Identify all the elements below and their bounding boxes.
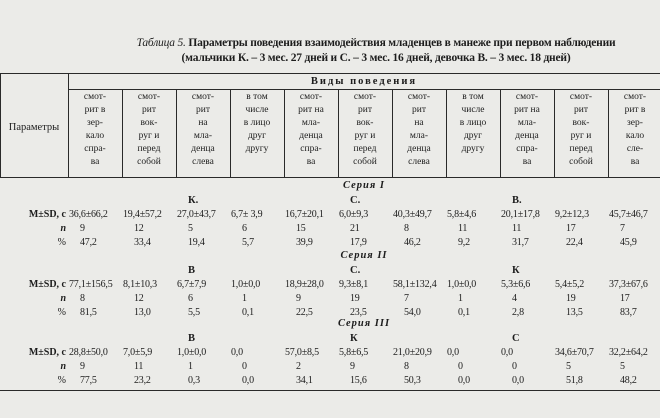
table-cell: 23,5	[350, 307, 367, 318]
column-header-line: зер-	[627, 118, 643, 128]
table-cell: 77,5	[80, 375, 97, 386]
table-cell: 0,0	[447, 347, 459, 358]
table-cell: 19,4±57,2	[123, 209, 162, 220]
table-cell: 2,8	[512, 307, 524, 318]
row-label: %	[57, 237, 66, 248]
table-top-rule	[0, 73, 660, 74]
column-header-line: рит	[412, 105, 426, 115]
column-header-line: мла-	[301, 118, 321, 128]
column-header	[392, 91, 446, 175]
table-cell: 4	[512, 293, 517, 304]
table-cell: 19	[350, 293, 360, 304]
table-cell: 5,3±6,6	[501, 279, 531, 290]
table-cell: 83,7	[620, 307, 637, 318]
subject-letter: В	[188, 333, 196, 344]
parameters-header: Параметры	[8, 122, 60, 133]
group-header-rule	[68, 89, 660, 90]
table-cell: 17	[566, 223, 576, 234]
column-header-line: смот-	[569, 92, 593, 102]
column-header-line: смот-	[299, 92, 323, 102]
table-cell: 23,2	[134, 375, 151, 386]
column-header-line: на	[414, 118, 424, 128]
table-cell: 11	[512, 223, 522, 234]
table-cell: 32,2±64,2	[609, 347, 648, 358]
table-title: Параметры поведения взаимодействия младенцев в манеже при первом наблюдении	[188, 37, 616, 49]
subject-letter: С.	[350, 195, 361, 206]
table-cell: 19	[566, 293, 576, 304]
table-cell: 47,2	[80, 237, 97, 248]
column-header	[176, 91, 230, 175]
subject-letter: В	[188, 265, 196, 276]
column-header-line: зер-	[87, 118, 103, 128]
subject-letter: К	[350, 333, 358, 344]
table-cell: 34,1	[296, 375, 313, 386]
table-cell: 8	[80, 293, 85, 304]
column-header-line: рит	[574, 105, 588, 115]
column-header-line: денца	[191, 144, 215, 154]
table-cell: 45,7±46,7	[609, 209, 648, 220]
series-title: Серия II	[340, 250, 388, 261]
column-header-line: спра-	[516, 144, 538, 154]
table-cell: 6	[242, 223, 247, 234]
table-cell: 18,9±28,0	[285, 279, 324, 290]
column-header-line: рит	[142, 105, 156, 115]
table-cell: 22,4	[566, 237, 583, 248]
column-header-line: денца	[299, 131, 323, 141]
column-header-line: смот-	[137, 92, 161, 102]
column-header-line: перед	[353, 144, 377, 154]
column-header-line: ва	[306, 157, 316, 167]
table-cell: 45,9	[620, 237, 637, 248]
column-header-line: рит	[196, 105, 210, 115]
table-cell: 5	[566, 361, 571, 372]
table-cell: 0,3	[188, 375, 200, 386]
column-header-line: другу	[245, 144, 269, 154]
column-header-line: кало	[625, 131, 645, 141]
column-header-line: рит	[358, 105, 372, 115]
table-cell: 5,8±4,6	[447, 209, 477, 220]
column-header-line: на	[198, 118, 208, 128]
row-label: M±SD, c	[28, 279, 66, 290]
table-cell: 48,2	[620, 375, 637, 386]
table-cell: 5,7	[242, 237, 254, 248]
column-header-line: смот-	[515, 92, 539, 102]
table-cell: 1	[458, 293, 463, 304]
table-cell: 7	[620, 223, 625, 234]
table-cell: 46,2	[404, 237, 421, 248]
table-cell: 54,0	[404, 307, 421, 318]
table-cell: 57,0±8,5	[285, 347, 319, 358]
column-header-line: смот-	[407, 92, 431, 102]
column-header	[122, 91, 176, 175]
column-header-line: числе	[245, 105, 269, 115]
table-cell: 16,7±20,1	[285, 209, 324, 220]
column-header-line: руг и	[138, 131, 160, 141]
table-cell: 0,0	[501, 347, 513, 358]
table-cell: 6,7±7,9	[177, 279, 207, 290]
table-cell: 5	[620, 361, 625, 372]
column-header-line: рит в	[624, 105, 646, 115]
table-cell: 6,7± 3,9	[231, 209, 263, 220]
table-cell: 1	[242, 293, 247, 304]
column-header-line: мла-	[517, 118, 537, 128]
table-cell: 5	[188, 223, 193, 234]
table-cell: 9,2±12,3	[555, 209, 589, 220]
table-cell: 0,0	[458, 375, 470, 386]
table-cell: 27,0±43,7	[177, 209, 216, 220]
column-header-line: рит в	[84, 105, 106, 115]
column-header-line: мла-	[193, 131, 213, 141]
row-label: %	[57, 307, 66, 318]
table-number: Таблица 5.	[136, 37, 186, 49]
table-caption	[96, 37, 656, 49]
table-cell: 36,6±66,2	[69, 209, 108, 220]
table-cell: 1	[188, 361, 193, 372]
column-header-line: перед	[569, 144, 593, 154]
table-cell: 9	[350, 361, 355, 372]
column-header-line: сле-	[626, 144, 644, 154]
table-cell: 11	[458, 223, 468, 234]
table-bottom-rule	[0, 390, 660, 391]
column-header-line: ва	[630, 157, 640, 167]
table-cell: 5,5	[188, 307, 200, 318]
table-cell: 0	[242, 361, 247, 372]
column-header-line: в лицо	[459, 118, 487, 128]
table-cell: 6	[188, 293, 193, 304]
column-header-line: числе	[461, 105, 485, 115]
table-cell: 34,6±70,7	[555, 347, 594, 358]
column-header-line: рит на	[298, 105, 324, 115]
header-bottom-rule	[0, 177, 660, 178]
column-header-line: рит на	[514, 105, 540, 115]
column-header-line: ва	[90, 157, 100, 167]
table-cell: 21	[350, 223, 360, 234]
column-header-line: собой	[353, 157, 377, 167]
table-cell: 1,0±0,0	[447, 279, 477, 290]
table-cell: 19,4	[188, 237, 205, 248]
table-cell: 9,2	[458, 237, 470, 248]
table-cell: 0,1	[458, 307, 470, 318]
column-header-line: спра-	[84, 144, 106, 154]
column-header-line: в том	[246, 92, 268, 102]
row-label: n	[60, 361, 66, 372]
table-cell: 1,0±0,0	[231, 279, 261, 290]
column-header-line: другу	[461, 144, 485, 154]
table-cell: 0	[512, 361, 517, 372]
column-header-line: перед	[137, 144, 161, 154]
table-cell: 1,0±0,0	[177, 347, 207, 358]
table-cell: 12	[134, 293, 144, 304]
series-title: Серия I	[343, 180, 385, 191]
column-header-line: смот-	[353, 92, 377, 102]
column-header-line: друг	[463, 131, 483, 141]
column-header-line: смот-	[83, 92, 107, 102]
table-cell: 8	[404, 223, 409, 234]
row-label: %	[57, 375, 66, 386]
column-header-line: денца	[407, 144, 431, 154]
table-cell: 15	[296, 223, 306, 234]
table-cell: 13,5	[566, 307, 583, 318]
table-cell: 0	[458, 361, 463, 372]
table-cell: 31,7	[512, 237, 529, 248]
subject-letter: К	[512, 265, 520, 276]
table-cell: 7,0±5,9	[123, 347, 153, 358]
table-subtitle: (мальчики К. – 3 мес. 27 дней и С. – 3 мес. 16 дней, девочка В. – 3 мес. 18 дней)	[181, 52, 571, 64]
column-header-line: собой	[137, 157, 161, 167]
column-header-line: руг и	[354, 131, 376, 141]
table-cell: 0,1	[242, 307, 254, 318]
column-header	[230, 91, 284, 175]
table-cell: 40,3±49,7	[393, 209, 432, 220]
table-cell: 39,9	[296, 237, 313, 248]
table-cell: 0,0	[242, 375, 254, 386]
table-cell: 20,1±17,8	[501, 209, 540, 220]
subject-letter: С.	[350, 265, 361, 276]
column-header	[446, 91, 500, 175]
column-header-line: в лицо	[243, 118, 271, 128]
table-cell: 17	[620, 293, 630, 304]
column-header-line: кало	[85, 131, 105, 141]
behavior-types-header: Виды поведения	[310, 76, 418, 87]
table-cell: 81,5	[80, 307, 97, 318]
column-header	[338, 91, 392, 175]
table-cell: 58,1±132,4	[393, 279, 437, 290]
table-cell: 9	[80, 223, 85, 234]
series-title: Серия III	[337, 318, 391, 329]
table-cell: 0,0	[231, 347, 243, 358]
table-cell: 21,0±20,9	[393, 347, 432, 358]
subject-letter: С	[512, 333, 520, 344]
row-label: n	[60, 293, 66, 304]
column-header-line: ва	[522, 157, 532, 167]
column-header	[608, 91, 660, 175]
table-cell: 17,9	[350, 237, 367, 248]
column-header	[554, 91, 608, 175]
column-header-line: собой	[569, 157, 593, 167]
column-header-line: слева	[408, 157, 430, 167]
subject-letter: К.	[188, 195, 199, 206]
column-header-line: спра-	[300, 144, 322, 154]
table-cell: 8,1±10,3	[123, 279, 157, 290]
table-cell: 9	[80, 361, 85, 372]
column-header	[68, 91, 122, 175]
table-cell: 11	[134, 361, 144, 372]
table-cell: 22,5	[296, 307, 313, 318]
row-label: M±SD, c	[28, 209, 66, 220]
table-cell: 13,0	[134, 307, 151, 318]
subject-letter: В.	[512, 195, 522, 206]
table-cell: 28,8±50,0	[69, 347, 108, 358]
table-cell: 51,8	[566, 375, 583, 386]
table-cell: 77,1±156,5	[69, 279, 113, 290]
column-header	[284, 91, 338, 175]
column-header-line: руг и	[570, 131, 592, 141]
table-cell: 5,4±5,2	[555, 279, 585, 290]
header-divider	[0, 73, 1, 177]
row-label: M±SD, c	[28, 347, 66, 358]
column-header-line: в том	[462, 92, 484, 102]
table-cell: 9	[296, 293, 301, 304]
table-cell: 50,3	[404, 375, 421, 386]
table-cell: 0,0	[512, 375, 524, 386]
table-cell: 2	[296, 361, 301, 372]
column-header-line: вок-	[356, 118, 374, 128]
column-header-line: вок-	[572, 118, 590, 128]
column-header-line: слева	[192, 157, 214, 167]
table-cell: 7	[404, 293, 409, 304]
column-header-line: друг	[247, 131, 267, 141]
table-cell: 5,8±6,5	[339, 347, 369, 358]
column-header-line: смот-	[191, 92, 215, 102]
table-cell: 33,4	[134, 237, 151, 248]
column-header-line: смот-	[623, 92, 647, 102]
table-cell: 8	[404, 361, 409, 372]
column-header-line: денца	[515, 131, 539, 141]
column-header-line: вок-	[140, 118, 158, 128]
table-cell: 9,3±8,1	[339, 279, 369, 290]
column-header-line: мла-	[409, 131, 429, 141]
table-cell: 15,6	[350, 375, 367, 386]
table-cell: 37,3±67,6	[609, 279, 648, 290]
column-header	[500, 91, 554, 175]
table-cell: 12	[134, 223, 144, 234]
row-label: n	[60, 223, 66, 234]
table-cell: 6,0±9,3	[339, 209, 369, 220]
